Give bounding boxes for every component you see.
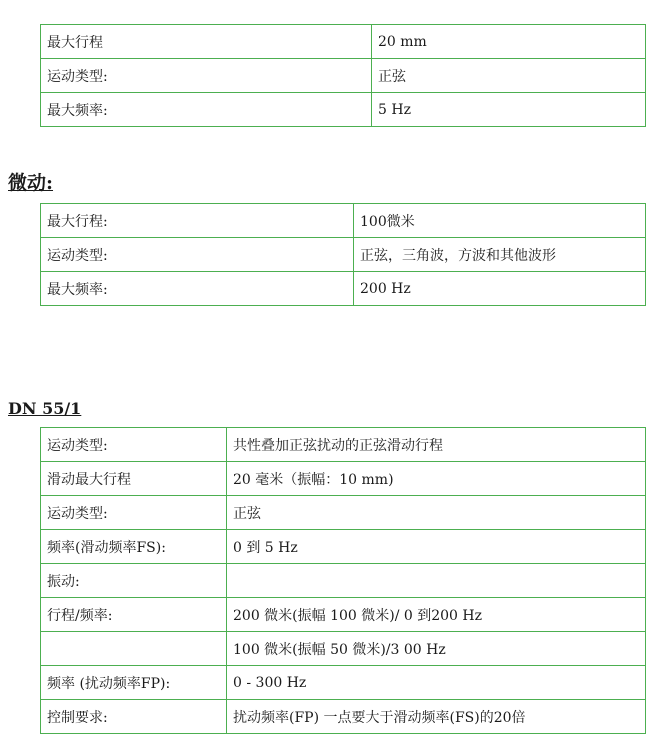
section-heading-micro-motion: 微动: (8, 172, 54, 194)
table-row (41, 204, 646, 238)
table-row (41, 59, 646, 93)
row-value: 扰动频率(FP) 一点要大于滑动频率(FS)的20倍 (227, 700, 646, 734)
row-value: 20 mm (372, 25, 646, 59)
row-value: 20 毫米（振幅：10 mm) (227, 462, 646, 496)
table-row (41, 530, 646, 564)
table-row (41, 462, 646, 496)
row-value: 0 - 300 Hz (227, 666, 646, 700)
row-label: 滑动最大行程 (41, 462, 227, 496)
row-value (227, 564, 646, 598)
row-label: 控制要求: (41, 700, 227, 734)
row-label: 最大频率: (41, 93, 372, 127)
table-row (41, 272, 646, 306)
row-value: 100微米 (354, 204, 646, 238)
section-heading-dn-55-1: DN 55/1 (8, 399, 82, 418)
row-value: 正弦 (372, 59, 646, 93)
row-label: 频率 (扰动频率FP): (41, 666, 227, 700)
table-row (41, 632, 646, 666)
row-value: 正弦，三角波，方波和其他波形 (354, 238, 646, 272)
row-label: 振动: (41, 564, 227, 598)
row-label: 运动类型: (41, 496, 227, 530)
table-row (41, 700, 646, 734)
row-label: 运动类型: (41, 238, 354, 272)
row-value: 200 微米(振幅 100 微米)/ 0 到200 Hz (227, 598, 646, 632)
row-value: 共性叠加正弦扰动的正弦滑动行程 (227, 428, 646, 462)
table-row (41, 666, 646, 700)
spec-table-dn-55-1 (40, 427, 646, 734)
table-row (41, 564, 646, 598)
row-label: 运动类型: (41, 59, 372, 93)
row-label: 最大行程 (41, 25, 372, 59)
table-row (41, 25, 646, 59)
row-label: 运动类型: (41, 428, 227, 462)
row-value: 5 Hz (372, 93, 646, 127)
row-label: 最大行程: (41, 204, 354, 238)
row-label (41, 632, 227, 666)
table-row (41, 238, 646, 272)
spec-table-micro-motion (40, 203, 646, 306)
table-row (41, 598, 646, 632)
row-value: 正弦 (227, 496, 646, 530)
row-value: 100 微米(振幅 50 微米)/3 00 Hz (227, 632, 646, 666)
spec-table-stroke (40, 24, 646, 127)
row-label: 行程/频率: (41, 598, 227, 632)
row-value: 200 Hz (354, 272, 646, 306)
row-label: 频率(滑动频率FS): (41, 530, 227, 564)
row-label: 最大频率: (41, 272, 354, 306)
table-row (41, 93, 646, 127)
table-row (41, 496, 646, 530)
row-value: 0 到 5 Hz (227, 530, 646, 564)
table-row (41, 428, 646, 462)
